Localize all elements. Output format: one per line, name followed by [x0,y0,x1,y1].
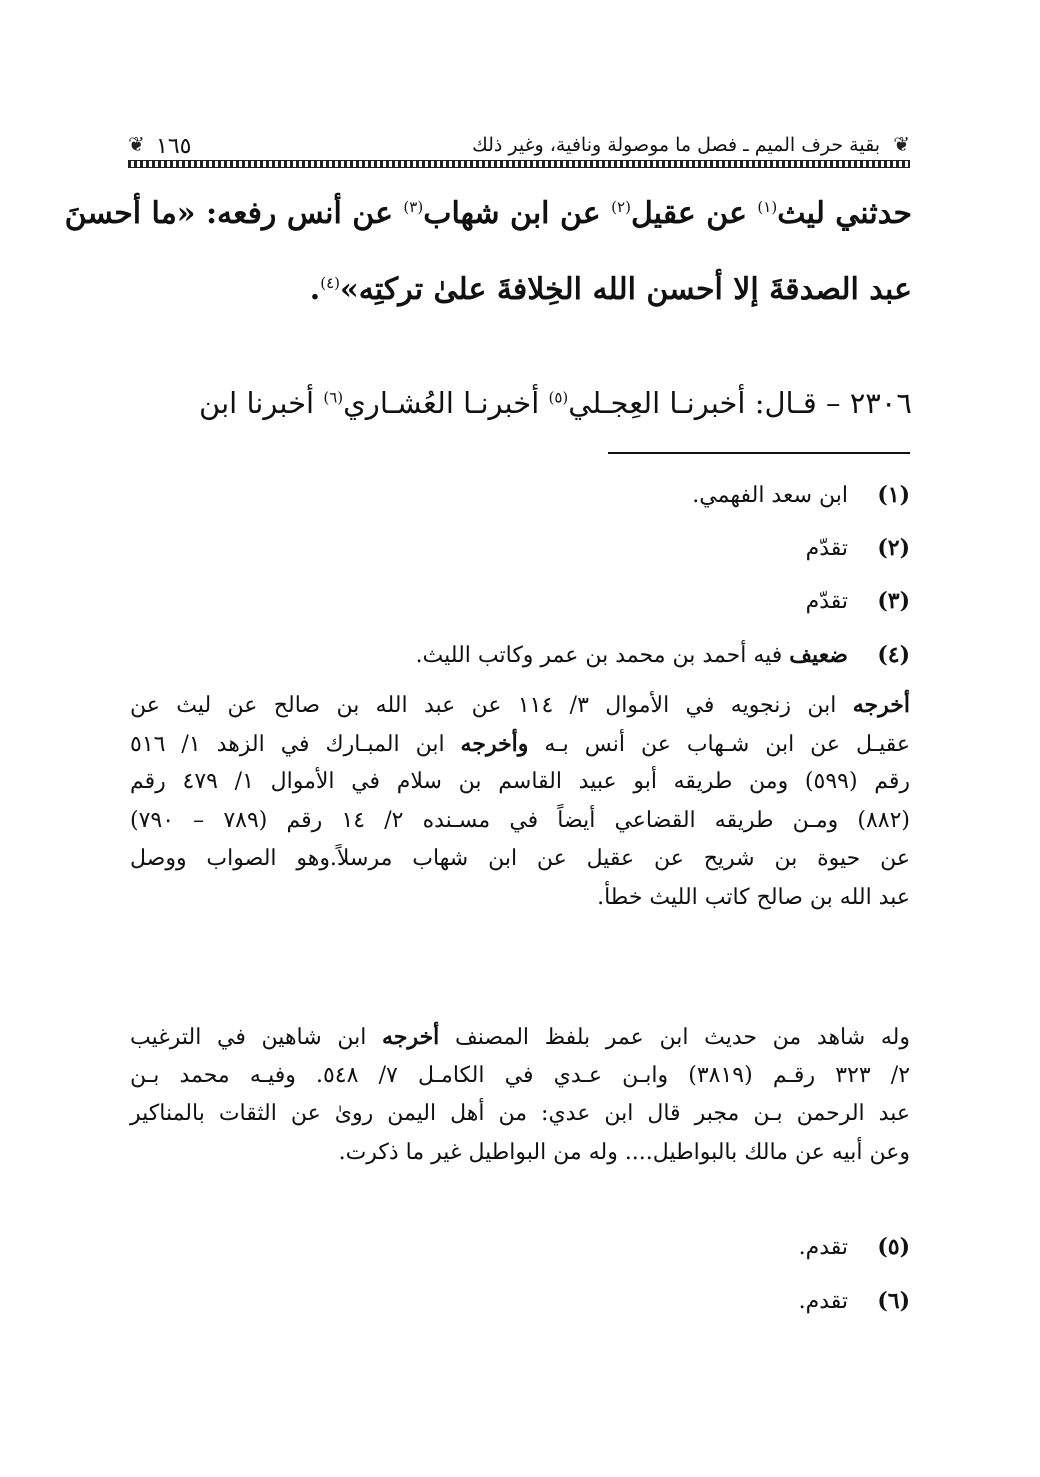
footnote-4 [130,642,910,668]
footnote-4-paragraph-1 [130,686,910,917]
footnote-text: تقدّم [805,536,848,561]
footnote-number: (٦) [877,1288,910,1314]
paragraph-text: ابن زنجويه في الأموال ٣/ ١١٤ عن عبد الله بن صالح عن ليث عن [130,693,853,718]
main-text-line-1 [64,196,912,231]
paragraph-line: عن حيوة بن شريح عن عقيل عن ابن شهاب مرسلاً.وهو الصواب ووصل [130,846,910,871]
main-text-span: حدثني ليث [777,196,912,231]
footnote-number: (١) [877,482,910,508]
footnote-1 [130,482,910,508]
footnote-6 [130,1288,910,1314]
main-text-span: عن ابن شهاب [423,196,612,231]
paragraph-line [130,725,910,764]
main-text-span: عن أنس رفعه: «ما أحسنَ [64,196,404,231]
footnote-text: ابن سعد الفهمي. [692,483,848,508]
footnote-ref: (٥) [548,388,569,407]
footnote-ref: (٢) [611,198,631,216]
paragraph-line: رقم (٥٩٩) ومن طريقه أبو عبيد القاسم بن سلام في الأموال ١/ ٤٧٩ رقم [130,769,911,794]
footnote-separator [608,452,910,454]
paragraph-text: عقيـل عن ابن شـهاب عن أنس بـه [528,731,911,757]
footnote-3 [130,588,910,614]
main-text-span: . [309,272,321,307]
footnote-text: فيه أحمد بن محمد بن عمر وكاتب الليث. [415,643,790,668]
main-text-span: عبد الصدقةَ إلا أحسن الله الخِلافةَ علىٰ تركتِه» [340,272,912,307]
footnote-number: (٤) [877,642,910,668]
footnote-text: تقدم. [798,1289,848,1314]
page-number: ١٦٥ [156,134,192,159]
main-text-line-2 [132,272,912,307]
footnote-number: (٣) [877,588,910,614]
footnote-number: (٥) [877,1234,910,1260]
paragraph-line: (٨٨٢) ومـن طريقه القضاعي أيضاً في مسـنده ٢/ ١٤ رقم (٧٨٩ – ٧٩٠) [130,807,910,833]
main-text-span: عن عقيل [630,196,758,231]
page-header [128,128,910,168]
paragraph-line: عبد الرحمن بـن مجبر قال ابن عدي: من أهل اليمن روىٰ عن الثقات بالمناكير [130,1101,910,1126]
footnote-ref: (٦) [323,388,344,407]
bold-term: أخرجه [852,692,910,718]
main-text-span: ٢٣٠٦ – قـال: أخبرنـا العِجـلي [568,386,912,420]
paragraph-text: ابن المبـارك في الزهد ١/ ٥١٦ [130,731,461,757]
main-text-span: أخبرنـا العُشـاري [343,386,549,420]
bold-term: أخرجه [382,1024,440,1050]
running-title: بقية حرف الميم ـ فصل ما موصولة ونافية، وغير ذلك [472,134,880,156]
header-rule [128,160,910,168]
paragraph-line: ٢/ ٣٢٣ رقـم (٣٨١٩) وابـن عـدي في الكامـل ٧/ ٥٤٨. وفيـه محمد بـن [130,1062,911,1088]
main-text-span: أخبرنا ابن [199,386,324,420]
paragraph-text: ابن شاهين في الترغيب [130,1025,383,1050]
main-text-line-3 [132,386,912,420]
footnote-5 [130,1234,910,1260]
paragraph-text: وله شاهد من حديث ابن عمر بلفظ المصنف [439,1025,910,1050]
footnote-2 [130,535,910,561]
footnote-text: تقدم. [798,1235,848,1260]
footnote-text: تقدّم [805,589,848,614]
footnote-4-paragraph-2 [130,1018,910,1172]
ornament-right-icon: ❦ [893,132,910,156]
footnote-number: (٢) [877,535,910,561]
paragraph-line [130,686,910,725]
footnote-ref: (٣) [403,198,424,216]
footnote-grade: ضعيف [789,642,848,668]
footnote-ref: (٤) [320,274,341,292]
ornament-left-icon: ❦ [128,132,145,156]
footnote-ref: (١) [757,198,778,216]
bold-term: وأخرجه [460,730,529,757]
paragraph-line: وعن أبيه عن مالك بالبواطيل.... وله من البواطيل غير ما ذكرت. [338,1139,910,1165]
paragraph-line [130,1018,910,1057]
paragraph-line: عبد الله بن صالح كاتب الليث خطأ. [597,884,910,910]
